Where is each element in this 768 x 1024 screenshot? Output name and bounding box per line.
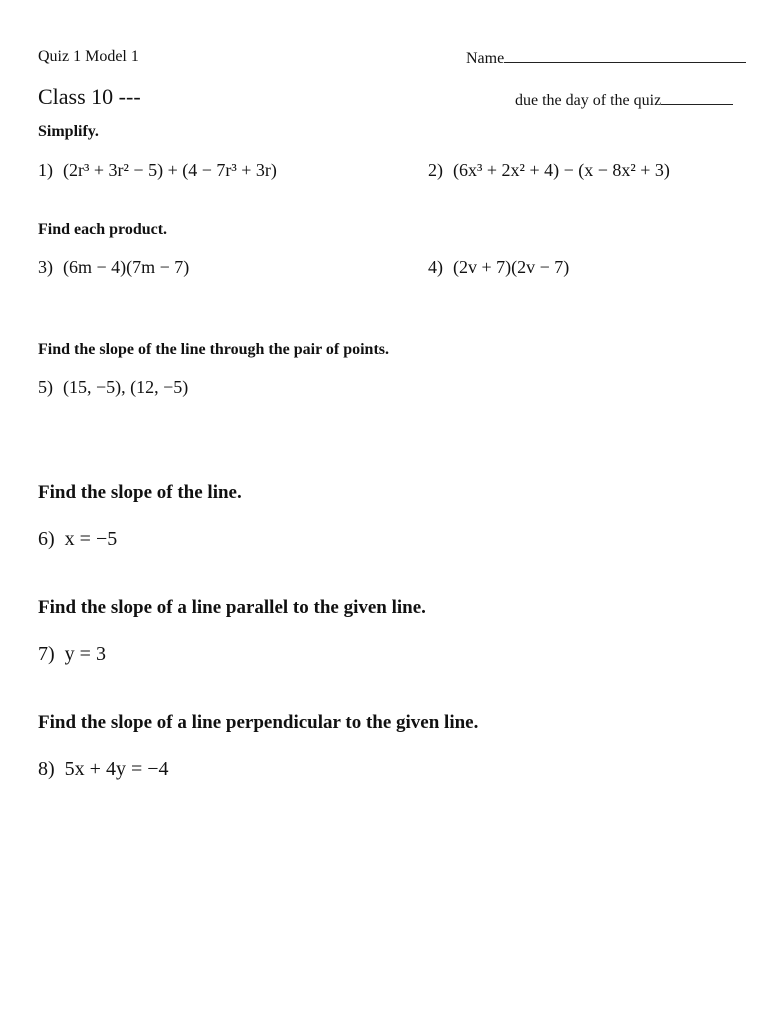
quiz-title: Quiz 1 Model 1 xyxy=(38,48,139,65)
problem-expression: 5x + 4y = −4 xyxy=(64,758,169,780)
problem-3 xyxy=(38,257,189,278)
problem-number: 3) xyxy=(38,257,53,277)
problem-number: 2) xyxy=(428,160,443,180)
section-heading-slope-points: Find the slope of the line through the pair of points. xyxy=(38,341,390,358)
problem-number: 5) xyxy=(38,377,53,397)
problem-5 xyxy=(38,377,188,398)
problem-4 xyxy=(428,257,569,278)
section-heading-slope-perpendicular: Find the slope of a line perpendicular to the given line. xyxy=(38,712,479,733)
section-heading-slope-parallel: Find the slope of a line parallel to the given line. xyxy=(38,597,426,618)
name-label: Name xyxy=(466,50,505,67)
problem-number: 8) xyxy=(38,758,55,780)
problem-expression: (2v + 7)(2v − 7) xyxy=(453,257,570,277)
problem-expression: (6x³ + 2x² + 4) − (x − 8x² + 3) xyxy=(453,160,670,180)
due-field[interactable] xyxy=(515,90,733,110)
problem-number: 7) xyxy=(38,643,55,665)
problem-7 xyxy=(38,643,106,666)
problem-number: 4) xyxy=(428,257,443,277)
class-label: Class 10 --- xyxy=(38,84,141,109)
section-heading-slope-line: Find the slope of the line. xyxy=(38,482,242,503)
section-heading-product: Find each product. xyxy=(38,221,168,238)
problem-8 xyxy=(38,758,169,781)
problem-expression: (2r³ + 3r² − 5) + (4 − 7r³ + 3r) xyxy=(63,160,277,180)
problem-number: 6) xyxy=(38,528,55,550)
name-blank[interactable] xyxy=(504,48,746,63)
due-blank[interactable] xyxy=(661,90,733,105)
problem-expression: x = −5 xyxy=(64,528,118,550)
section-heading-simplify: Simplify. xyxy=(38,123,99,140)
problem-expression: y = 3 xyxy=(64,643,106,665)
problem-expression: (6m − 4)(7m − 7) xyxy=(63,257,190,277)
problem-6 xyxy=(38,528,117,551)
problem-2 xyxy=(428,160,670,181)
due-label: due the day of the quiz xyxy=(515,92,662,109)
problem-number: 1) xyxy=(38,160,53,180)
problem-1 xyxy=(38,160,277,181)
problem-expression: (15, −5), (12, −5) xyxy=(63,377,189,397)
name-field[interactable] xyxy=(466,48,746,68)
